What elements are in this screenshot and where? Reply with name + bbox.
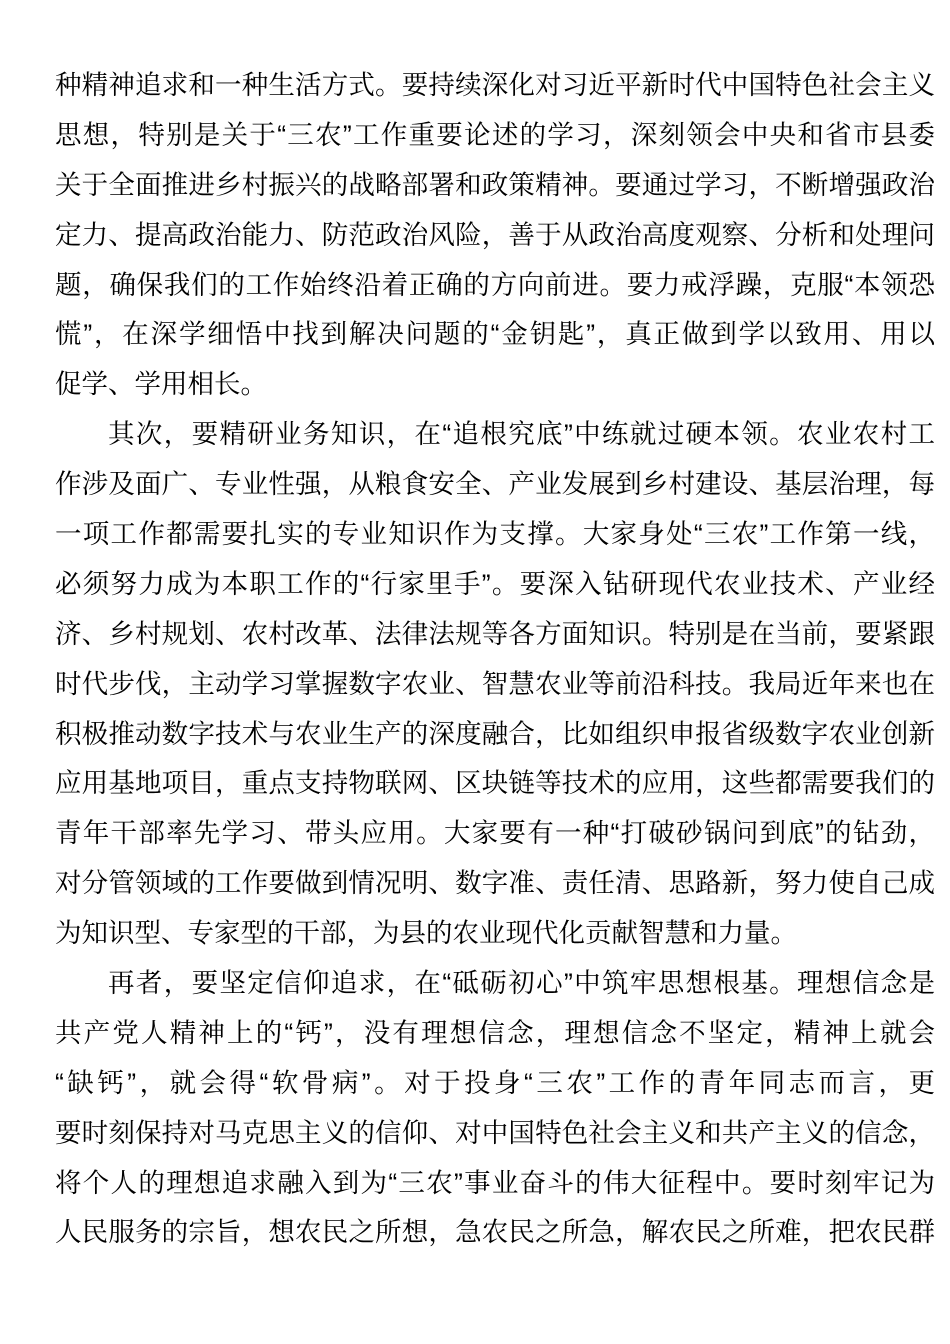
text-line: 时代步伐，主动学习掌握数字农业、智慧农业等前沿科技。我局近年来也在: [55, 668, 935, 699]
paragraph-1: [55, 61, 935, 410]
text-line: 将个人的理想追求融入到为“三农”事业奋斗的伟大征程中。要时刻牢记为: [55, 1167, 935, 1198]
text-line: 关于全面推进乡村振兴的战略部署和政策精神。要通过学习，不断增强政治: [55, 169, 935, 200]
text-line: 人民服务的宗旨，想农民之所想，急农民之所急，解农民之所难，把农民群: [55, 1217, 935, 1248]
text-line: 必须努力成为本职工作的“行家里手”。要深入钻研现代农业技术、产业经: [55, 568, 935, 599]
text-line: 应用基地项目，重点支持物联网、区块链等技术的应用，这些都需要我们的: [55, 768, 935, 799]
text-line: 一项工作都需要扎实的专业知识作为支撑。大家身处“三农”工作第一线，: [55, 519, 935, 550]
text-line: 积极推动数字技术与农业生产的深度融合，比如组织申报省级数字农业创新: [55, 718, 935, 749]
text-line: 种精神追求和一种生活方式。要持续深化对习近平新时代中国特色社会主义: [55, 70, 935, 100]
document-body: [55, 61, 935, 1258]
text-line: 思想，特别是关于“三农”工作重要论述的学习，深刻领会中央和省市县委: [55, 119, 935, 150]
text-line: 再者，要坚定信仰追求，在“砥砺初心”中筑牢思想根基。理想信念是: [108, 968, 935, 999]
paragraph-3: [55, 959, 935, 1258]
text-line: 青年干部率先学习、带头应用。大家要有一种“打破砂锅问到底”的钻劲，: [55, 818, 935, 849]
text-line: 促学、学用相长。: [55, 369, 267, 400]
text-line: 其次，要精研业务知识，在“追根究底”中练就过硬本领。农业农村工: [108, 419, 935, 450]
paragraph-2: [55, 410, 935, 959]
text-line: 共产党人精神上的“钙”，没有理想信念，理想信念不坚定，精神上就会: [55, 1017, 935, 1048]
text-line: 定力、提高政治能力、防范政治风险，善于从政治高度观察、分析和处理问: [55, 219, 935, 250]
text-line: 慌”，在深学细悟中找到解决问题的“金钥匙”，真正做到学以致用、用以: [55, 319, 935, 350]
text-line: 作涉及面广、专业性强，从粮食安全、产业发展到乡村建设、基层治理，每: [55, 469, 935, 500]
text-line: 济、乡村规划、农村改革、法律法规等各方面知识。特别是在当前，要紧跟: [55, 618, 935, 649]
text-line: 为知识型、专家型的干部，为县的农业现代化贡献智慧和力量。: [55, 918, 797, 949]
text-line: 题，确保我们的工作始终沿着正确的方向前进。要力戒浮躁，克服“本领恐: [55, 269, 935, 300]
text-line: 对分管领域的工作要做到情况明、数字准、责任清、思路新，努力使自己成: [55, 868, 935, 899]
text-line: 要时刻保持对马克思主义的信仰、对中国特色社会主义和共产主义的信念，: [55, 1117, 935, 1148]
text-line: “缺钙”，就会得“软骨病”。对于投身“三农”工作的青年同志而言，更: [55, 1067, 935, 1098]
